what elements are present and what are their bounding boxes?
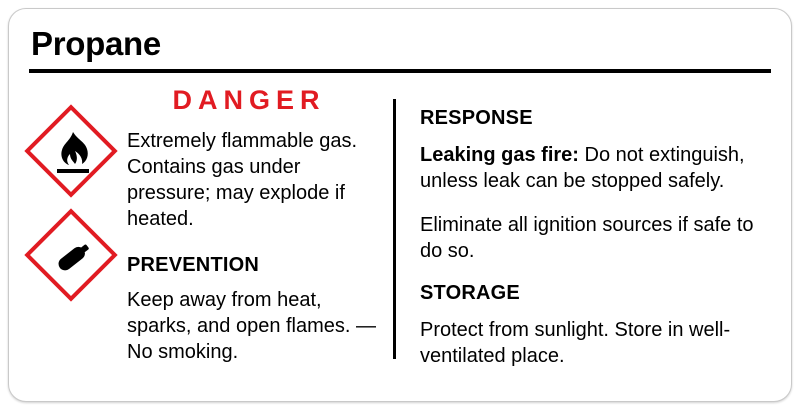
label-body bbox=[27, 81, 773, 385]
storage-heading: STORAGE bbox=[420, 282, 520, 304]
ghs-label bbox=[8, 8, 792, 402]
flame-icon bbox=[51, 130, 95, 176]
response-item-1 bbox=[420, 142, 773, 194]
hazard-statement: Extremely flammable gas. Contains gas under pressure; may explode if heated. bbox=[127, 130, 358, 230]
column-divider bbox=[393, 99, 396, 359]
right-column bbox=[420, 81, 773, 385]
gas-cylinder-pictogram bbox=[27, 211, 119, 303]
response-heading: RESPONSE bbox=[420, 107, 533, 129]
prevention-heading: PREVENTION bbox=[127, 254, 260, 276]
gas-cylinder-icon bbox=[47, 231, 99, 283]
header-divider bbox=[29, 69, 771, 73]
page-title: Propane bbox=[31, 25, 161, 62]
response-item-1-text: Do not extinguish, unless leak can be stopped safely. bbox=[420, 144, 745, 192]
signal-word: DANGER bbox=[172, 85, 326, 115]
label-header bbox=[27, 25, 773, 71]
flame-pictogram bbox=[27, 107, 119, 199]
pictogram-column bbox=[27, 81, 127, 385]
label-content bbox=[27, 25, 773, 385]
response-item-2: Eliminate all ignition sources if safe to do so. bbox=[420, 214, 754, 262]
prevention-text: Keep away from heat, sparks, and open flames. — No smoking. bbox=[127, 289, 377, 363]
response-item-1-lead: Leaking gas fire: bbox=[420, 144, 579, 166]
left-column bbox=[127, 81, 377, 385]
storage-text: Protect from sunlight. Store in well-ventilated place. bbox=[420, 319, 731, 367]
